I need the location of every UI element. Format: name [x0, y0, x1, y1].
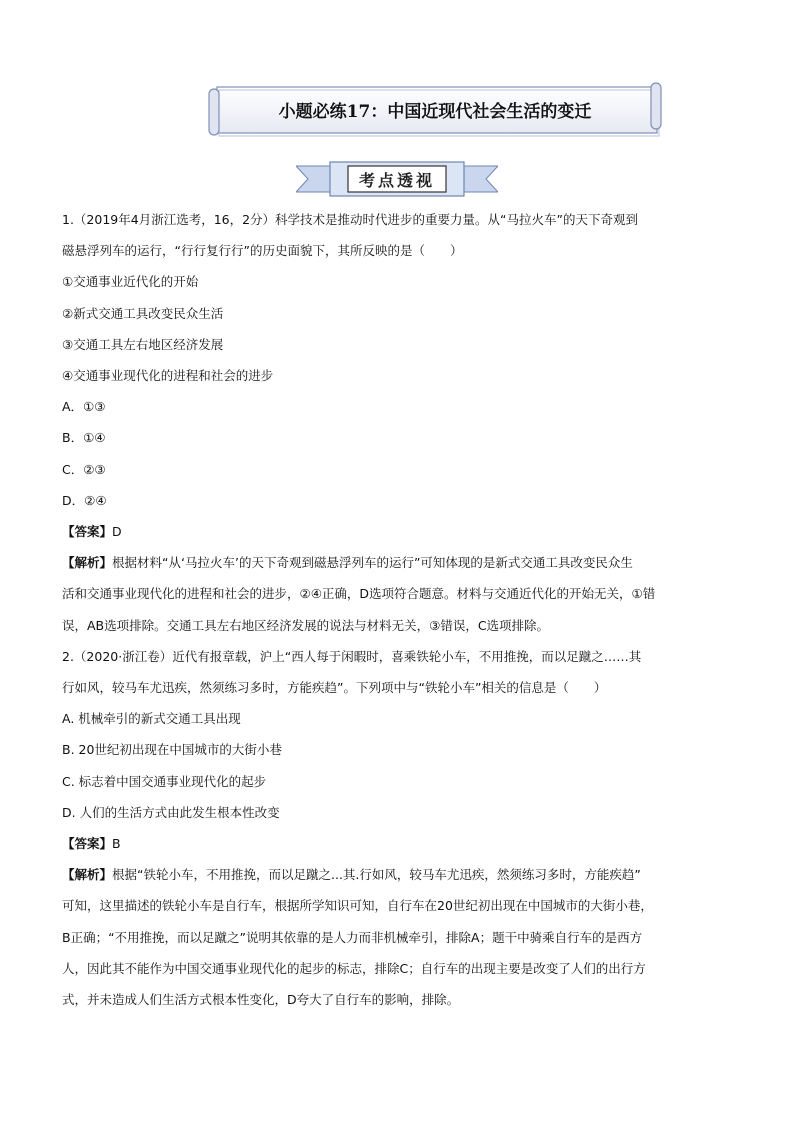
q2-stem-line2: 行如风，较马车尤迅疾，然须练习多时，方能疾趋”。下列项中与“铁轮小车”相关的信息是（ ） [62, 680, 607, 696]
section-ribbon [296, 158, 498, 200]
analysis-text: 根据材料“从‘马拉火车’的天下奇观到磁悬浮列车的运行”可知体现的是新式交通工具改变民众生 [112, 555, 633, 571]
q1-answer [62, 516, 744, 547]
q1-option-b: B．①④ [62, 430, 106, 446]
q1-option-c: C．②③ [62, 461, 106, 477]
ribbon-label: 考点透视 [358, 171, 435, 190]
answer-value: D [112, 524, 122, 540]
analysis-tag: 【解析】 [62, 867, 113, 883]
q2-option-b: B. 20世纪初出现在中国城市的大街小巷 [62, 742, 282, 758]
analysis-tag: 【解析】 [62, 555, 113, 571]
q2-option-c: C. 标志着中国交通事业现代化的起步 [62, 773, 267, 789]
page-title: 小题必练17：中国近现代社会生活的变迁 [278, 102, 592, 122]
q2-option-d: D. 人们的生活方式由此发生根本性改变 [62, 804, 280, 820]
q1-stem-line2: 磁悬浮列车的运行，“行行复行行”的历史面貌下，其所反映的是（ ） [62, 243, 463, 259]
analysis-text: 根据“铁轮小车，不用推挽，而以足蹴之...其.行如风，较马车尤迅疾，然须练习多时，方能疾趋” [112, 867, 641, 883]
title-banner [207, 81, 663, 137]
q2-analysis-line1 [62, 859, 744, 890]
answer-tag: 【答案】 [62, 524, 113, 540]
q1-item: ②新式交通工具改变民众生活 [62, 305, 224, 321]
q1-analysis-line3: 误，AB选项排除。交通工具左右地区经济发展的说法与材料无关，③错误，C选项排除。 [62, 617, 550, 633]
q2-analysis-line4: 人，因此其不能作为中国交通事业现代化的起步的标志，排除C；自行车的出现主要是改变了人们的出行方 [62, 960, 646, 976]
q1-analysis-line1 [62, 547, 744, 578]
q2-analysis-line3: B正确；“不用推挽，而以足蹴之”说明其依靠的是人力而非机械牵引，排除A；题干中骑乘自行车的是西方 [62, 929, 643, 945]
q1-analysis-line2: 活和交通事业现代化的进程和社会的进步，②④正确，D选项符合题意。材料与交通近代化的开始无关，①错 [62, 586, 656, 602]
document-body [62, 204, 744, 1015]
q2-analysis-line2: 可知，这里描述的铁轮小车是自行车，根据所学知识可知，自行车在20世纪初出现在中国城市的大街小巷， [62, 898, 653, 914]
q2-option-a: A. 机械牵引的新式交通工具出现 [62, 711, 241, 727]
answer-tag: 【答案】 [62, 836, 113, 852]
q2-stem-line1: 2.（2020·浙江卷）近代有报章载，沪上“西人每于闲暇时，喜乘铁轮小车，不用推挽，而以足蹴之……其 [62, 648, 642, 664]
q2-answer [62, 828, 744, 859]
q1-item: ③交通工具左右地区经济发展 [62, 336, 224, 352]
q1-option-a: A．①③ [62, 399, 106, 415]
q1-stem-line1: 1.（2019年4月浙江选考，16，2分）科学技术是推动时代进步的重要力量。从“马拉火车”的天下奇观到 [62, 212, 639, 227]
q1-item: ④交通事业现代化的进程和社会的进步 [62, 368, 274, 384]
q1-item: ①交通事业近代化的开始 [62, 274, 199, 290]
q2-analysis-line5: 式，并未造成人们生活方式根本性变化，D夸大了自行车的影响，排除。 [62, 992, 460, 1008]
q1-option-d: D．②④ [62, 492, 107, 508]
answer-value: B [112, 836, 121, 852]
